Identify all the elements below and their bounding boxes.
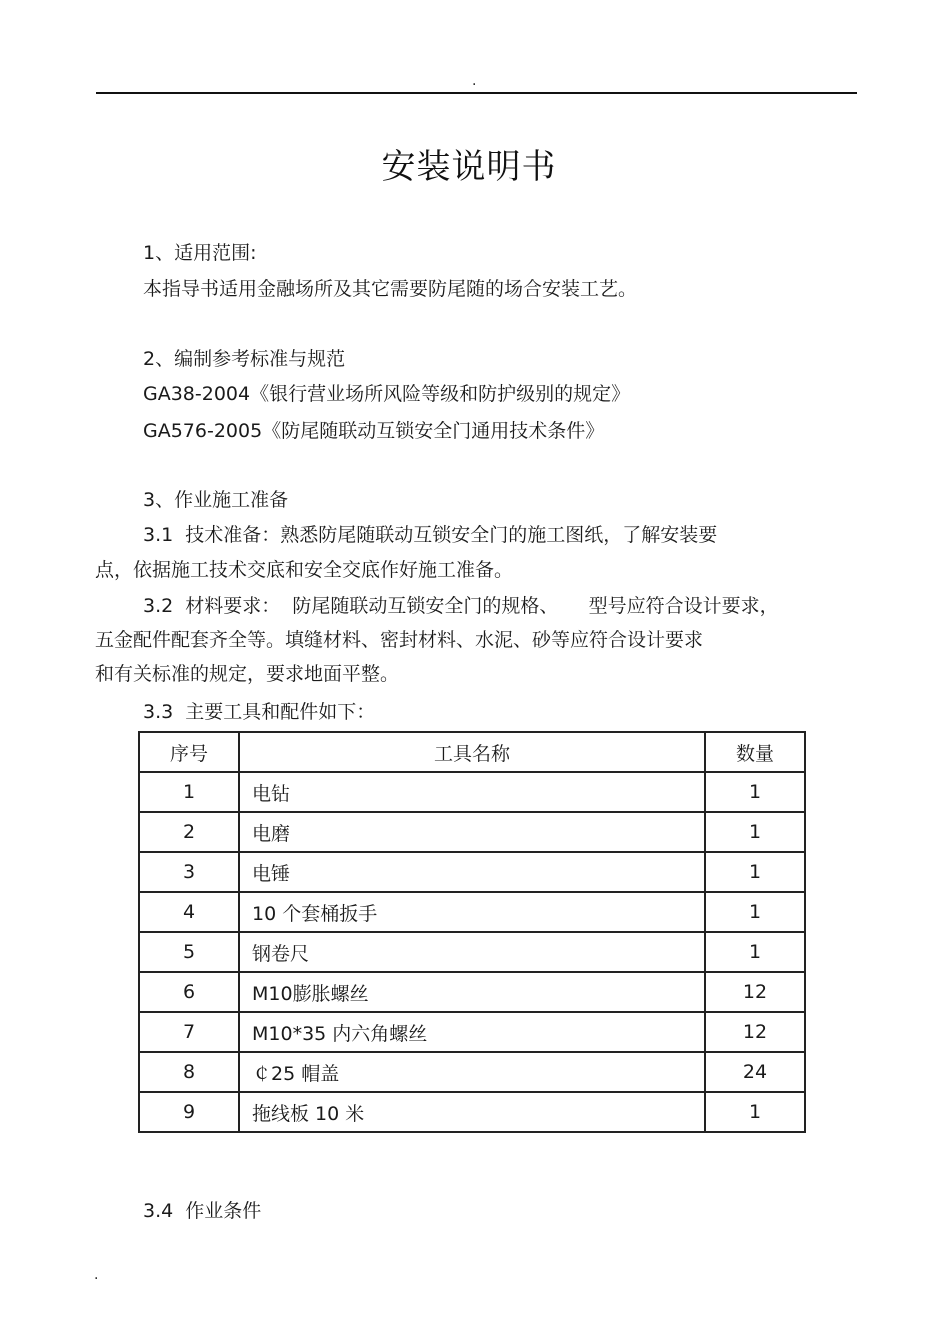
row-tool-name: 电钻 (239, 772, 705, 812)
header-rule (96, 92, 857, 94)
row-quantity: 1 (705, 1092, 805, 1132)
row-tool-name: 电磨 (239, 812, 705, 852)
row-tool-name: 钢卷尺 (239, 932, 705, 972)
row-tool-name: 拖线板 10 米 (239, 1092, 705, 1132)
table-row (139, 972, 805, 1012)
section-3-4-heading: 3.4 作业条件 (143, 1200, 262, 1222)
row-tool-name: ￠25 帽盖 (239, 1052, 705, 1092)
table-row (139, 772, 805, 812)
table-row (139, 1092, 805, 1132)
section-1-heading: 1、适用范围: (143, 242, 257, 264)
section-3-2-line-3: 和有关标准的规定，要求地面平整。 (95, 663, 400, 685)
row-index: 8 (139, 1052, 239, 1092)
table-row (139, 892, 805, 932)
footer-dot: . (94, 1267, 99, 1283)
row-quantity: 12 (705, 1012, 805, 1052)
section-3-1-line-1: 3.1 技术准备：熟悉防尾随联动互锁安全门的施工图纸，了解安装要 (143, 524, 718, 546)
table-row (139, 812, 805, 852)
row-tool-name: 10 个套桶扳手 (239, 892, 705, 932)
row-index: 7 (139, 1012, 239, 1052)
header-quantity: 数量 (705, 732, 805, 772)
row-quantity: 1 (705, 852, 805, 892)
header-index: 序号 (139, 732, 239, 772)
table-row (139, 932, 805, 972)
table-header-row (139, 732, 805, 772)
section-3-1-line-2: 点，依据施工技术交底和安全交底作好施工准备。 (95, 559, 514, 581)
row-quantity: 1 (705, 892, 805, 932)
row-index: 5 (139, 932, 239, 972)
row-tool-name: M10*35 内六角螺丝 (239, 1012, 705, 1052)
row-tool-name: 电锤 (239, 852, 705, 892)
page-title: 安装说明书 (381, 147, 557, 187)
section-1-body: 本指导书适用金融场所及其它需要防尾随的场合安装工艺。 (143, 278, 638, 300)
section-2-reference-1: GA38-2004《银行营业场所风险等级和防护级别的规定》 (143, 383, 631, 405)
row-tool-name: M10膨胀螺丝 (239, 972, 705, 1012)
row-quantity: 12 (705, 972, 805, 1012)
row-index: 2 (139, 812, 239, 852)
row-quantity: 1 (705, 772, 805, 812)
row-index: 3 (139, 852, 239, 892)
header-dot: . (472, 73, 477, 89)
row-quantity: 1 (705, 932, 805, 972)
section-3-2-line-1: 3.2 材料要求： 防尾随联动互锁安全门的规格、 型号应符合设计要求， (143, 595, 779, 617)
table-row (139, 1012, 805, 1052)
section-3-2-line-2: 五金配件配套齐全等。填缝材料、密封材料、水泥、砂等应符合设计要求 (95, 629, 704, 651)
row-quantity: 1 (705, 812, 805, 852)
row-quantity: 24 (705, 1052, 805, 1092)
row-index: 4 (139, 892, 239, 932)
row-index: 6 (139, 972, 239, 1012)
section-2-reference-2: GA576-2005《防尾随联动互锁安全门通用技术条件》 (143, 420, 605, 442)
tools-table (138, 731, 806, 1133)
section-3-3-heading: 3.3 主要工具和配件如下： (143, 701, 376, 723)
row-index: 9 (139, 1092, 239, 1132)
row-index: 1 (139, 772, 239, 812)
table-row (139, 852, 805, 892)
header-tool-name: 工具名称 (239, 732, 705, 772)
table-row (139, 1052, 805, 1092)
section-2-heading: 2、编制参考标准与规范 (143, 348, 346, 370)
section-3-heading: 3、作业施工准备 (143, 489, 289, 511)
